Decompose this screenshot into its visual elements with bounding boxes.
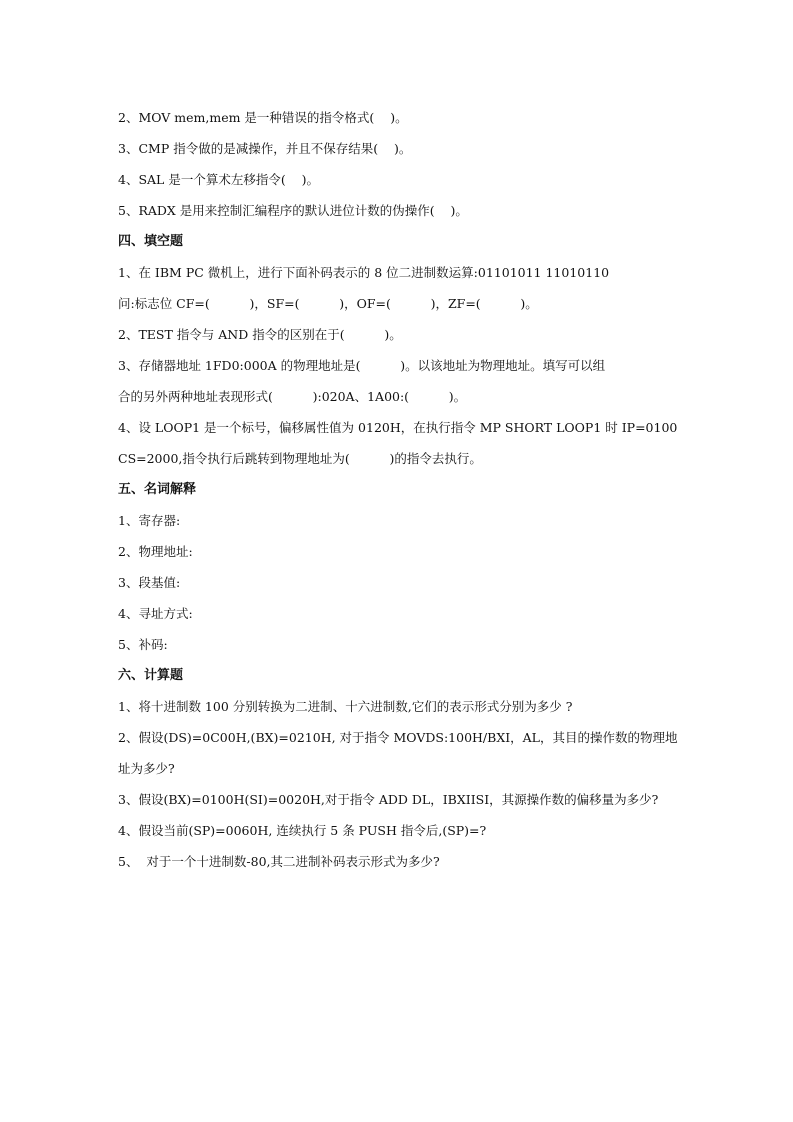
calc-item: 5、 对于一个十进制数-80,其二进制补码表示形式为多少?	[118, 854, 440, 869]
fill-blank-line: CS=2000,指令执行后跳转到物理地址为( )的指令去执行。	[118, 451, 482, 466]
calc-item: 2、假设(DS)=0C00H,(BX)=0210H, 对于指令 MOVDS:100H/BXI，AL，其目的操作数的物理地	[118, 730, 678, 745]
document-content	[118, 102, 678, 877]
term-item: 5、补码:	[118, 637, 168, 652]
fill-blank-line: 4、设 LOOP1 是一个标号，偏移属性值为 0120H，在执行指令 MP SHORT LOOP1 时 IP=0100	[118, 420, 678, 435]
term-item: 2、物理地址:	[118, 544, 193, 559]
tf-item-4: 4、SAL 是一个算术左移指令( )。	[118, 172, 319, 187]
calc-item: 4、假设当前(SP)=0060H, 连续执行 5 条 PUSH 指令后,(SP)=?	[118, 823, 487, 838]
fill-blank-line: 问:标志位 CF=( )，SF=( )，OF=( )，ZF=( )。	[118, 296, 538, 311]
section-heading-terms: 五、名词解释	[118, 482, 197, 497]
term-item: 4、寻址方式:	[118, 606, 193, 621]
calc-item: 3、假设(BX)=0100H(SI)=0020H,对于指令 ADD DL，IBXIISI，其源操作数的偏移量为多少?	[118, 792, 659, 807]
tf-item-2: 2、MOV mem,mem 是一种错误的指令格式( )。	[118, 110, 408, 125]
section-heading-calculation: 六、计算题	[118, 668, 184, 683]
fill-blank-line: 2、TEST 指令与 AND 指令的区别在于( )。	[118, 327, 402, 342]
tf-item-5: 5、RADX 是用来控制汇编程序的默认进位计数的伪操作( )。	[118, 203, 468, 218]
fill-blank-line: 3、存储器地址 1FD0:000A 的物理地址是( )。以该地址为物理地址。填写可以组	[118, 358, 606, 373]
tf-item-3: 3、CMP 指令做的是减操作，并且不保存结果( )。	[118, 141, 412, 156]
calc-item: 址为多少?	[118, 761, 175, 776]
term-item: 3、段基值:	[118, 575, 181, 590]
calc-item: 1、将十进制数 100 分别转换为二进制、十六进制数,它们的表示形式分别为多少 ?	[118, 699, 573, 714]
section-heading-fill-blank: 四、填空题	[118, 234, 184, 249]
term-item: 1、寄存器:	[118, 513, 181, 528]
fill-blank-line: 1、在 IBM PC 微机上，进行下面补码表示的 8 位二进制数运算:01101011 11010110	[118, 265, 610, 280]
fill-blank-line: 合的另外两种地址表现形式( ):020A、1A00:( )。	[118, 389, 467, 404]
